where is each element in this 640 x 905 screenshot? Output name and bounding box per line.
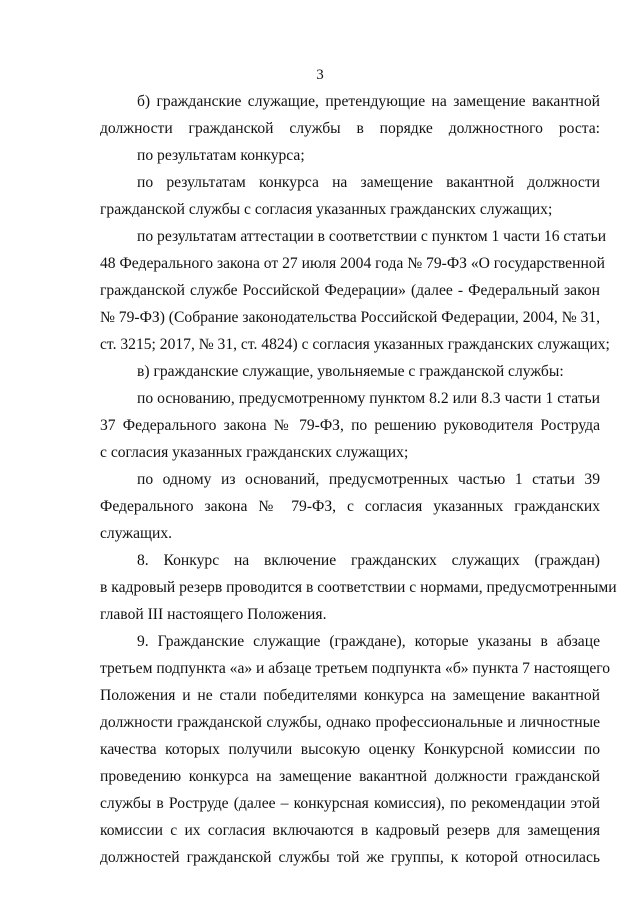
text-line: по одному из оснований, предусмотренных частью 1 статьи 39 [137,471,600,488]
text-line: качества которых получили высокую оценку Конкурсной комиссии по [100,741,600,758]
text-line: Положения и не стали победителями конкурса на замещение вакантной [100,687,600,704]
document-body [100,88,617,871]
text-line: 48 Федерального закона от 27 июля 2004 года № 79-ФЗ «О государственной [100,255,605,272]
text-line: комиссии с их согласия включаются в кадровый резерв для замещения [100,822,600,839]
text-line: в) гражданские служащие, увольняемые с гражданской службы: [137,363,564,380]
text-line: третьем подпункта «а» и абзаце третьем подпункта «б» пункта 7 настоящего [100,660,611,677]
text-line: Федерального закона № 79-ФЗ, с согласия указанных гражданских [100,498,600,515]
text-line: должности гражданской службы в порядке должностного роста: [100,120,600,137]
page-number: 3 [316,67,324,83]
text-line: служащих. [100,525,173,542]
text-line: главой III настоящего Положения. [100,606,327,623]
text-line: в кадровый резерв проводится в соответствии с нормами, предусмотренными [100,579,617,596]
text-line: 37 Федерального закона № 79-ФЗ, по решению руководителя Роструда [100,417,600,434]
text-line: должности гражданской службы, однако профессиональные и личностные [100,714,600,731]
text-line: проведению конкурса на замещение вакантной должности гражданской [100,768,600,785]
text-line: по результатам аттестации в соответствии с пунктом 1 части 16 статьи [137,228,607,245]
text-line: по результатам конкурса на замещение вакантной должности [137,174,600,191]
text-line: б) гражданские служащие, претендующие на замещение вакантной [137,93,600,110]
text-line: службы в Роструде (далее – конкурсная комиссия), по рекомендации этой [100,795,600,812]
text-line: № 79-ФЗ) (Собрание законодательства Российской Федерации, 2004, № 31, [100,309,600,326]
text-line: 8. Конкурс на включение гражданских служащих (граждан) [137,552,600,569]
text-line: гражданской службе Российской Федерации» (далее - Федеральный закон [100,282,600,299]
text-line: гражданской службы с согласия указанных гражданских служащих; [100,201,553,218]
text-line: по результатам конкурса; [137,147,305,164]
text-line: 9. Гражданские служащие (граждане), которые указаны в абзаце [137,633,600,650]
text-line: по основанию, предусмотренному пунктом 8.2 или 8.3 части 1 статьи [137,390,600,407]
text-line: ст. 3215; 2017, № 31, ст. 4824) с согласия указанных гражданских служащих; [100,336,610,353]
text-line: с согласия указанных гражданских служащих; [100,444,409,461]
text-line: должностей гражданской службы той же группы, к которой относилась [100,849,600,866]
